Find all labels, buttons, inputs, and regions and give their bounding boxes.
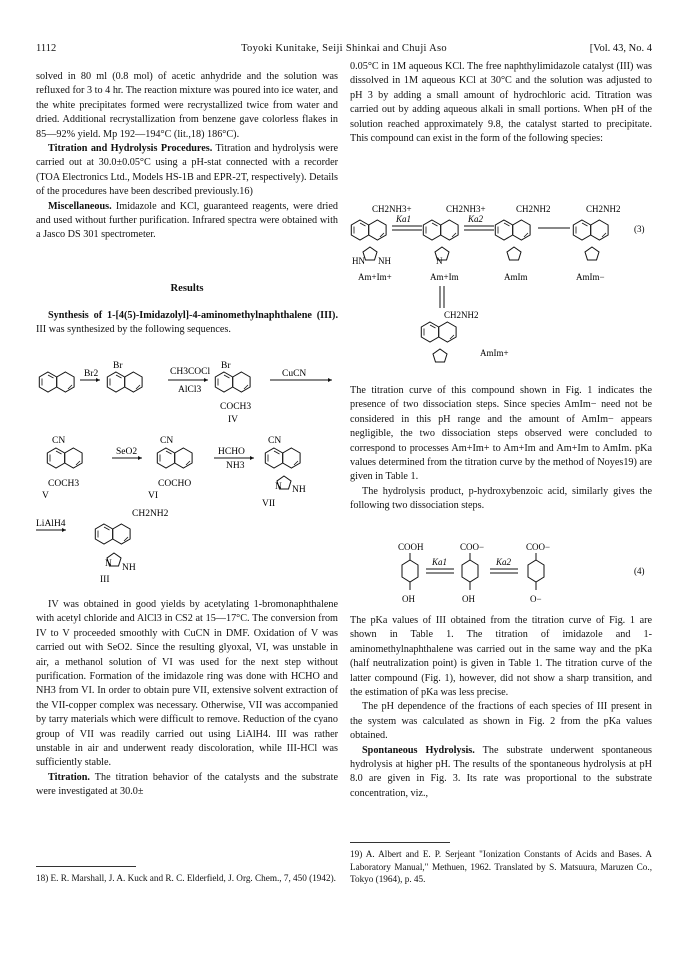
species-3-group: CH2NH2 [516,204,551,214]
imidazole-hn-label: HN [352,256,365,266]
paragraph-titration [36,771,338,800]
label-br-iv: Br [221,361,231,371]
left-column-body [36,598,338,800]
footnote-18: 18) E. R. Marshall, J. A. Kuck and R. C. Elderfield, J. Org. Chem., 7, 450 (1942). [36,873,336,883]
species-label-amim-minus: AmIm− [576,272,605,282]
label-ch2nh2-iii: CH2NH2 [132,509,169,519]
text-titration-procedures: Titration and hydrolysis were carried out at 30.0±0.05°C using a pH-stat connected with a recorder (TOA Electronics Ltd., Models HS-1B and EPR-2T, respectively). Details of the procedures have been described previously.16) [36,143,338,198]
label-cn-v: CN [52,436,66,446]
reagent-hcho: HCHO [218,447,245,457]
right-column-middle [350,384,652,514]
acid-species-3-bottom: O− [530,594,542,604]
reagent-cucn: CuCN [282,369,307,379]
equilibrium-ka1: Ka1 [396,214,412,224]
imidazole-nh-label: NH [378,256,391,266]
imidazole-n-label: N [436,256,443,266]
species-label-am-im-plus-plus: Am+Im+ [358,272,392,282]
equilibrium-ka2: Ka2 [468,214,484,224]
equation-number-4: (4) [634,566,645,576]
heading-titration-procedures: Titration and Hydrolysis Procedures. [48,143,213,155]
paragraph-titration-curve: The titration curve of this compound shown in Fig. 1 indicates the presence of two dissociation steps. Since species AmIm− need not be considered in this pH range and the amount of AmIm− appears negligible, the two dissociation steps observed were concluded to correspond to processes Am+Im+ to Am+Im and Am+Im to AmIm. pKa values determined from the titration curve by the method of Noyes19) are given in Table 1. [350,385,652,483]
label-nh-iii: NH [122,563,136,573]
volume-info: [Vol. 43, No. 4 [589,43,652,54]
label-cocho-vi: COCHO [158,479,192,489]
acid-species-1-bottom: OH [402,594,415,604]
species-label-amim: AmIm [504,272,528,282]
species-label-am-plus-im: Am+Im [430,272,459,282]
acid-ka1: Ka1 [432,557,448,567]
species-5-group: CH2NH2 [444,310,479,320]
compound-label-vii: VII [262,499,276,509]
reagent-lialh4: LiAlH4 [36,519,66,529]
reagent-alcl3: AlCl3 [178,385,202,395]
footnote-19: 19) A. Albert and E. P. Serjeant "Ionization Constants of Acids and Bases. A Laboratory Manual," Methuen, 1962. Translated by S. Matsuura, Maruzen Co., Tokyo (1964), p. 45. [350,849,652,885]
paragraph-synthesis [36,309,338,338]
text-spontaneous-hydrolysis: The substrate underwent spontaneous hydrolysis at higher pH. The results of the spontaneous hydrolysis at pH 8.0 are given in Fig. 3. Its rate was proportional to the substrate concentration, viz., [350,744,652,799]
acid-dissociation-diagram [350,540,652,610]
paragraph-miscellaneous [36,200,338,243]
left-column-top [36,70,338,243]
footnote-rule-left [36,866,136,867]
right-column-top [350,60,652,146]
heading-miscellaneous: Miscellaneous. [48,200,112,212]
acid-species-2-top: COO− [460,542,485,552]
acid-ka2: Ka2 [496,557,512,567]
footnote-rule-right [350,842,450,843]
heading-spontaneous-hydrolysis: Spontaneous Hydrolysis. [362,744,475,756]
heading-titration: Titration. [48,771,90,783]
text-synthesis: III was synthesized by the following sequences. [36,324,231,336]
acid-species-3-top: COO− [526,542,551,552]
label-n-iii: N [105,559,112,569]
reagent-br2: Br2 [84,369,99,379]
compound-label-iv: IV [228,415,239,425]
label-cn-vii: CN [268,436,282,446]
running-header [36,43,652,57]
right-column-bottom [350,614,652,801]
compound-label-iii: III [100,575,110,585]
acid-species-1-top: COOH [398,542,424,552]
section-title-results: Results [170,283,204,294]
compound-label-v: V [42,491,49,501]
label-br-substituent: Br [113,361,123,371]
label-cn-vi: CN [160,436,174,446]
running-authors: Toyoki Kunitake, Seiji Shinkai and Chuji Aso [241,43,447,54]
paragraph-synthesis-details: IV was obtained in good yields by acetylating 1-bromonaphthalene with acetyl chloride and AlCl3 in CS2 at 15—17°C. The conversion from IV to V proceeded smoothly with CuCN in DMF. Oxidation of V was carried out with SeO2. Since the resulting glyoxal, VI, was unstable in air, a methanol solution of VI was used for the next step without purification. Formation of the imidazole ring was done with HCHO and NH3 from VI. In order to obtain pure VII, extensive solvent extraction of the VII-copper complex was necessary. Otherwise, VII was accompanied by tarry materials which were difficult to remove. Reduction of the cyano group of VII was readily carried out using LiAlH4. III was rather unstable in air and underwent ready discoloration, while III-HCl was sufficiently stable. [36,599,338,769]
paragraph-procedure-end: solved in 80 ml (0.8 mol) of acetic anhydride and the solution was refluxed for 3 to 4 hr. The reaction mixture was poured into ice water, and the white precipitates formed were recrystallized twice from water and dried. Additional recrystallization from benzene gave colorless flakes in 85—92% yield. Mp 192—194°C (lit.,18) 186°C). [36,71,338,140]
equation-number-3: (3) [634,224,645,234]
species-4-group: CH2NH2 [586,204,621,214]
heading-synthesis: Synthesis of 1-[4(5)-Imidazolyl]-4-aminomethylnaphthalene (III). [48,310,338,321]
label-nh-vii: NH [292,485,306,495]
species-1-group: CH2NH3+ [372,204,412,214]
synthesis-scheme [36,358,338,586]
species-equilibrium-diagram [344,200,652,376]
paragraph-pka-values: The pKa values of III obtained from the titration curve of Fig. 1 are shown in Table 1. The titration of imidazole and 1-aminomethylnaphthalene was carried out in the same way and the pKa (half neutralization point) is given in Table 1. The titration curve of the latter compound (Fig. 1), however, did not show a sharp transition, and the estimation of pKa was less precise. [350,615,652,699]
paragraph-ph-dependence: The pH dependence of the fractions of each species of III present in the system was calculated as shown in Fig. 2 from the pKa values obtained. [350,701,652,742]
label-coch3-v: COCH3 [48,479,80,489]
paragraph-titration-continued: 0.05°C in 1M aqueous KCl. The free naphthylimidazole catalyst (III) was dissolved in 1M aqueous KCl at 30°C and the solution was adjusted to pH 3 by adding a small amount of hydrochloric acid. Titration was carried out by adding aqueous alkali in small portions. When pH of the solution reached approximately 9.8, the catalyst started to precipitate. This compound can exist in the form of the following species: [350,61,652,145]
species-label-amim-plus: AmIm+ [480,348,509,358]
reagent-acetyl-chloride: CH3COCl [170,367,211,377]
label-coch3-iv: COCH3 [220,402,252,412]
paragraph-titration-procedures [36,142,338,200]
reagent-nh3: NH3 [226,461,245,471]
paragraph-hydrolysis-product: The hydrolysis product, p-hydroxybenzoic acid, similarly gives the following two dissociation steps. [350,485,652,512]
paragraph-spontaneous-hydrolysis [350,744,652,802]
acid-species-2-bottom: OH [462,594,475,604]
reagent-seo2: SeO2 [116,447,138,457]
left-column-synthesis [36,309,338,338]
text-miscellaneous: Imidazole and KCl, guaranteed reagents, were dried and used without further purification. Infrared spectra were obtained with a Jasco DS 301 spectrometer. [36,200,338,241]
species-2-group: CH2NH3+ [446,204,486,214]
text-titration: The titration behavior of the catalysts and the substrate were investigated at 30.0± [36,771,338,798]
label-n-vii: N [275,482,282,492]
page-number: 1112 [36,43,57,54]
compound-label-vi: VI [148,491,159,501]
